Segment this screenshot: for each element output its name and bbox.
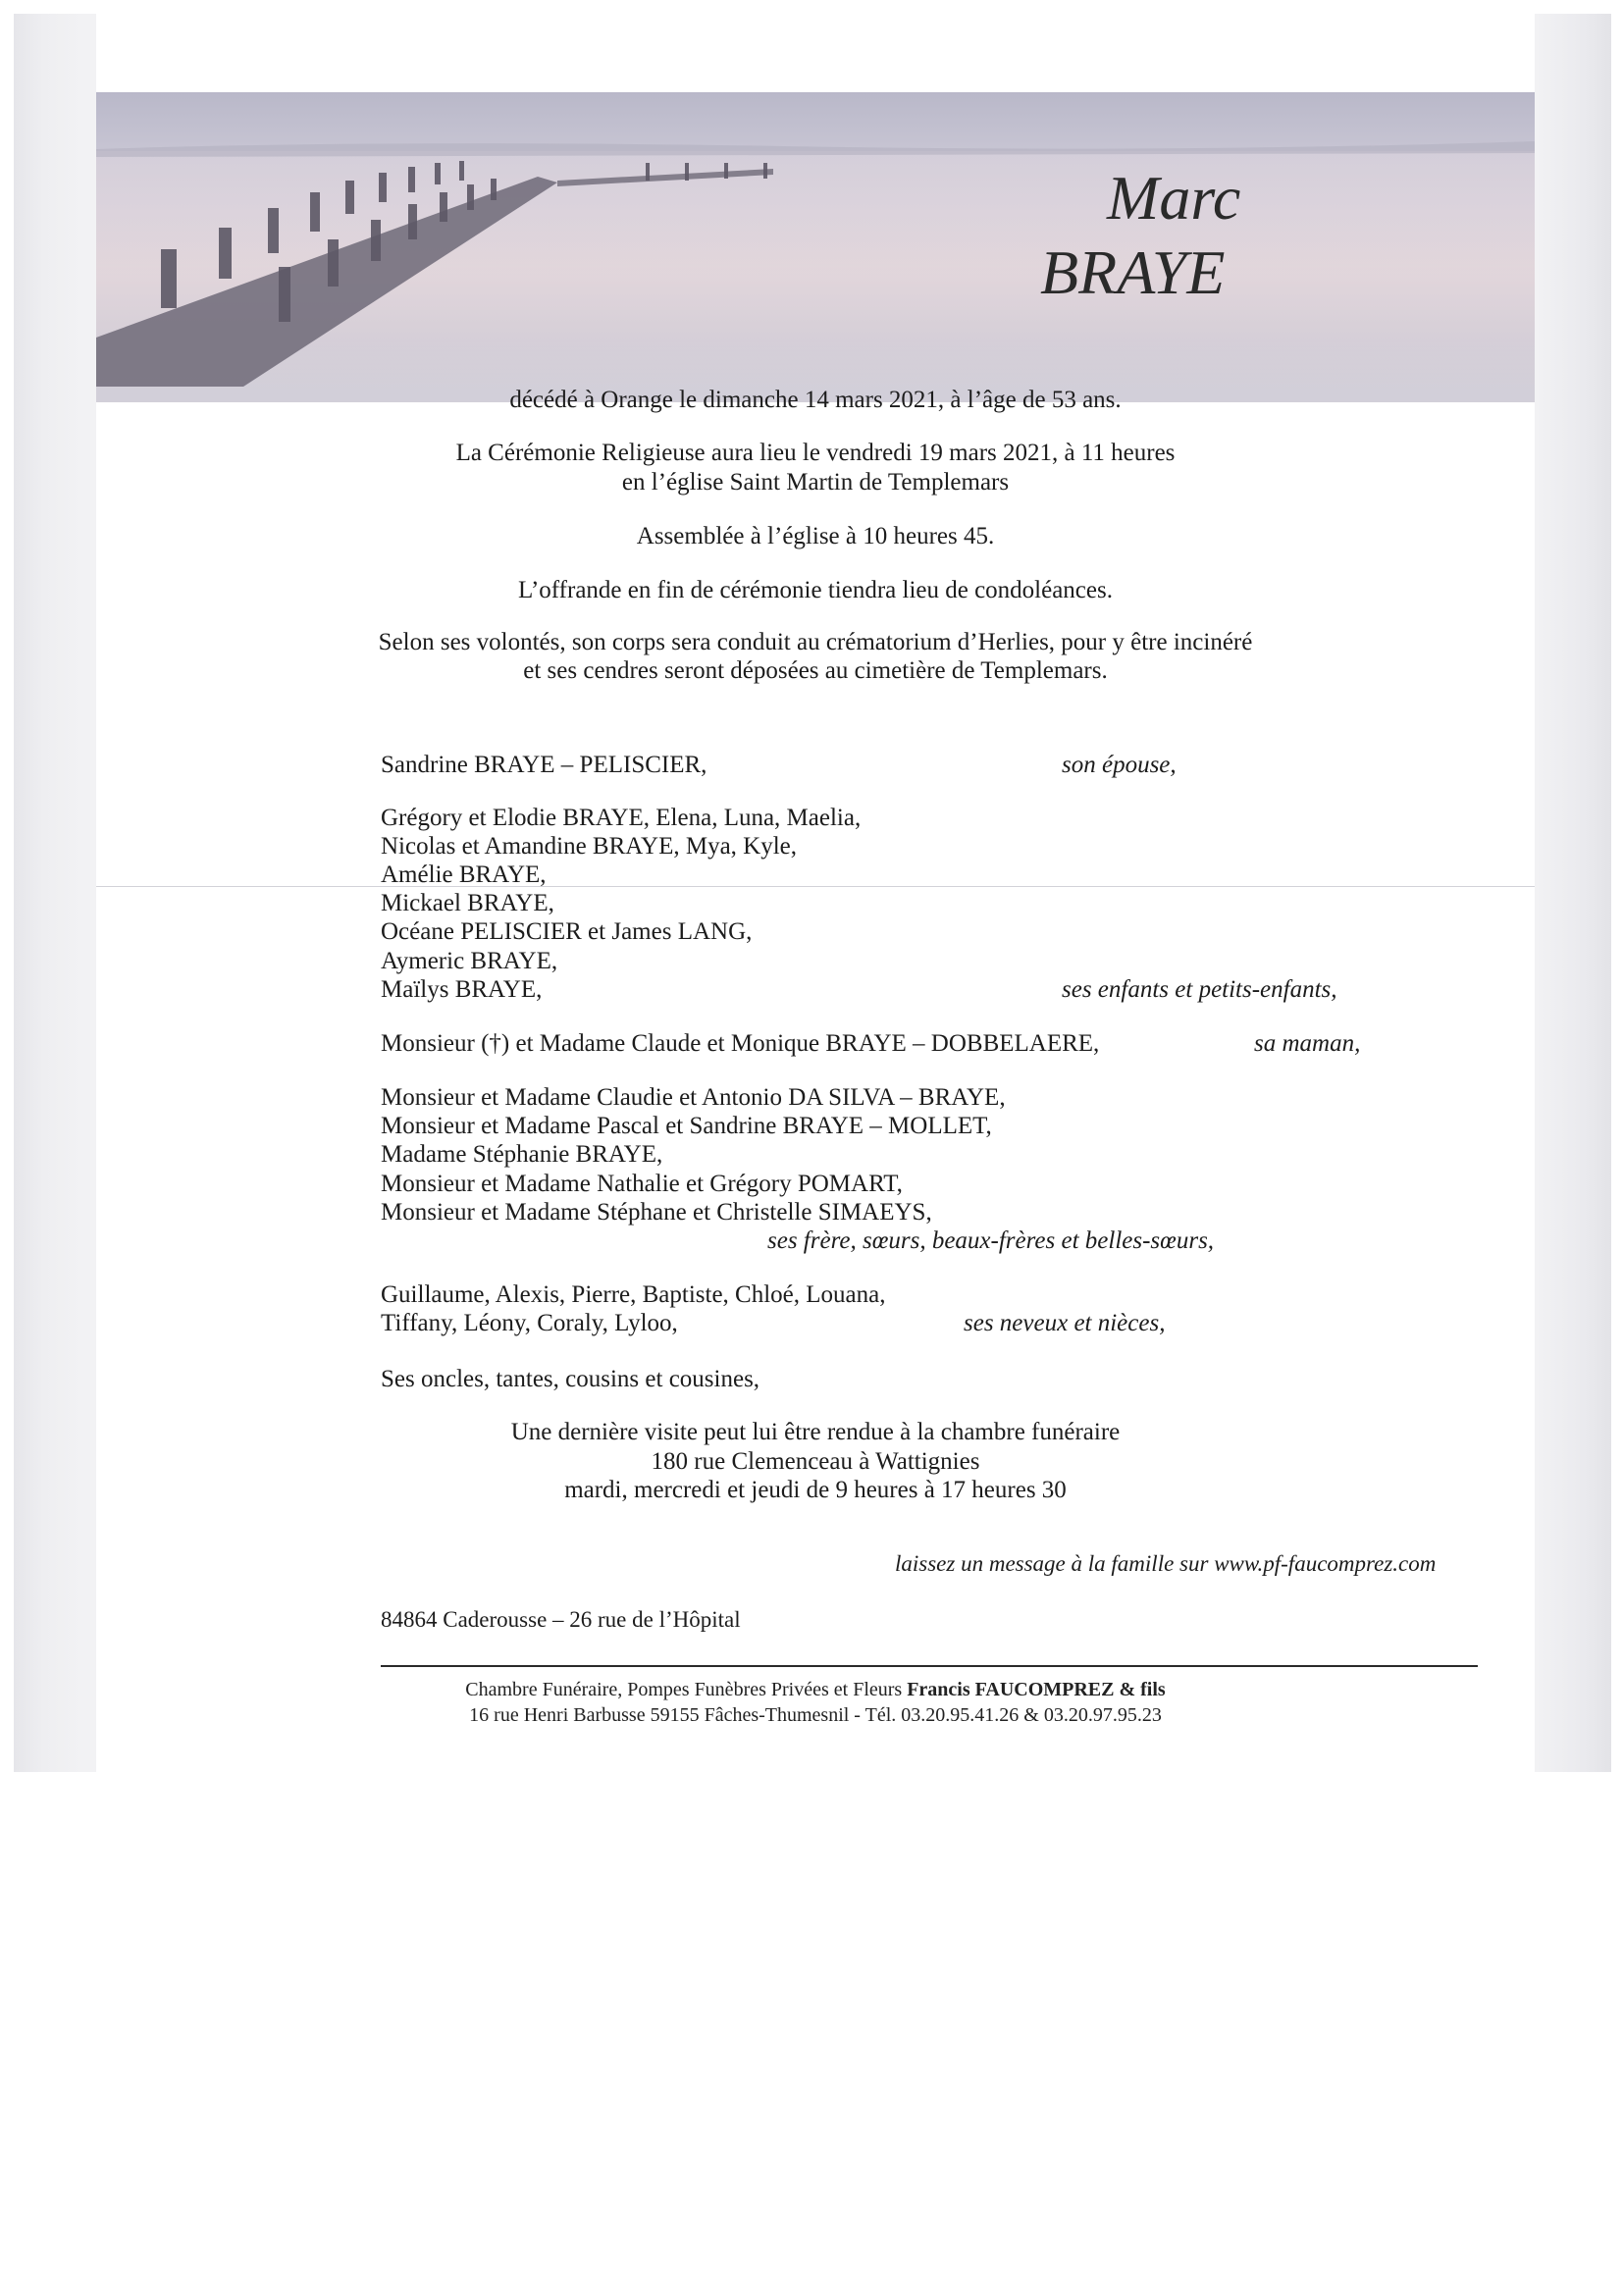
siblings-relation: ses frère, sœurs, beaux-frères et belles-sœurs,: [767, 1227, 1215, 1254]
header-banner-image: [96, 92, 1535, 402]
child-line: Nicolas et Amandine BRAYE, Mya, Kyle,: [381, 833, 798, 860]
funeral-home-line-2: 16 rue Henri Barbusse 59155 Fâches-Thumesnil - Tél. 03.20.95.41.26 & 03.20.97.95.23: [469, 1704, 1162, 1726]
child-line: Océane PELISCIER et James LANG,: [381, 918, 753, 945]
wishes-line-1: Selon ses volontés, son corps sera conduit au crématorium d’Herlies, pour y être incinéré: [378, 629, 1253, 655]
child-line: Aymeric BRAYE,: [381, 948, 558, 974]
deceased-first-name: Marc: [1107, 163, 1241, 233]
assembly-time: Assemblée à l’église à 10 heures 45.: [636, 523, 995, 549]
death-statement: décédé à Orange le dimanche 14 mars 2021, à l’âge de 53 ans.: [509, 387, 1122, 413]
footer-rule: [381, 1665, 1478, 1667]
sibling-line: Monsieur et Madame Pascal et Sandrine BRAYE – MOLLET,: [381, 1113, 992, 1139]
extended-family: Ses oncles, tantes, cousins et cousines,: [381, 1366, 760, 1392]
sibling-line: Madame Stéphanie BRAYE,: [381, 1141, 663, 1168]
nephews-relation: ses neveux et nièces,: [964, 1310, 1166, 1336]
children-relation: ses enfants et petits-enfants,: [1062, 976, 1337, 1003]
family-address: 84864 Caderousse – 26 rue de l’Hôpital: [381, 1607, 741, 1632]
child-line: Maïlys BRAYE,: [381, 976, 543, 1003]
spouse-name: Sandrine BRAYE – PELISCIER,: [381, 752, 707, 778]
visit-line-3: mardi, mercredi et jeudi de 9 heures à 17 heures 30: [564, 1477, 1067, 1503]
ceremony-line-2: en l’église Saint Martin de Templemars: [621, 469, 1010, 496]
spouse-relation: son épouse,: [1062, 752, 1177, 778]
offering-note: L’offrande en fin de cérémonie tiendra lieu de condoléances.: [518, 577, 1113, 603]
funeral-home-services: Chambre Funéraire, Pompes Funèbres Privées et Fleurs: [465, 1679, 903, 1700]
sibling-line: Monsieur et Madame Claudie et Antonio DA SILVA – BRAYE,: [381, 1084, 1006, 1111]
deceased-last-name: BRAYE: [1040, 237, 1226, 307]
funeral-home-company: Francis FAUCOMPREZ & fils: [907, 1679, 1166, 1700]
child-line: Amélie BRAYE,: [381, 861, 547, 888]
message-note: laissez un message à la famille sur www.pf-faucomprez.com: [895, 1551, 1437, 1576]
child-line: Grégory et Elodie BRAYE, Elena, Luna, Maelia,: [381, 805, 862, 831]
visit-line-1: Une dernière visite peut lui être rendue à la chambre funéraire: [510, 1419, 1121, 1445]
pier-lake-illustration: [96, 92, 1535, 402]
mother-name: Monsieur (†) et Madame Claude et Monique BRAYE – DOBBELAERE,: [381, 1030, 1100, 1057]
mother-relation: sa maman,: [1254, 1030, 1361, 1057]
sibling-line: Monsieur et Madame Nathalie et Grégory POMART,: [381, 1171, 903, 1197]
fold-line: [96, 886, 1535, 887]
wishes-line-2: et ses cendres seront déposées au cimetière de Templemars.: [523, 657, 1108, 684]
funeral-home-line-1: [96, 1678, 1535, 1701]
child-line: Mickael BRAYE,: [381, 890, 554, 916]
nephew-line: Guillaume, Alexis, Pierre, Baptiste, Chloé, Louana,: [381, 1281, 886, 1308]
sibling-line: Monsieur et Madame Stéphane et Christelle SIMAEYS,: [381, 1199, 932, 1226]
ceremony-line-1: La Cérémonie Religieuse aura lieu le vendredi 19 mars 2021, à 11 heures: [455, 440, 1176, 466]
nephew-line: Tiffany, Léony, Coraly, Lyloo,: [381, 1310, 678, 1336]
visit-line-2: 180 rue Clemenceau à Wattignies: [651, 1448, 980, 1475]
